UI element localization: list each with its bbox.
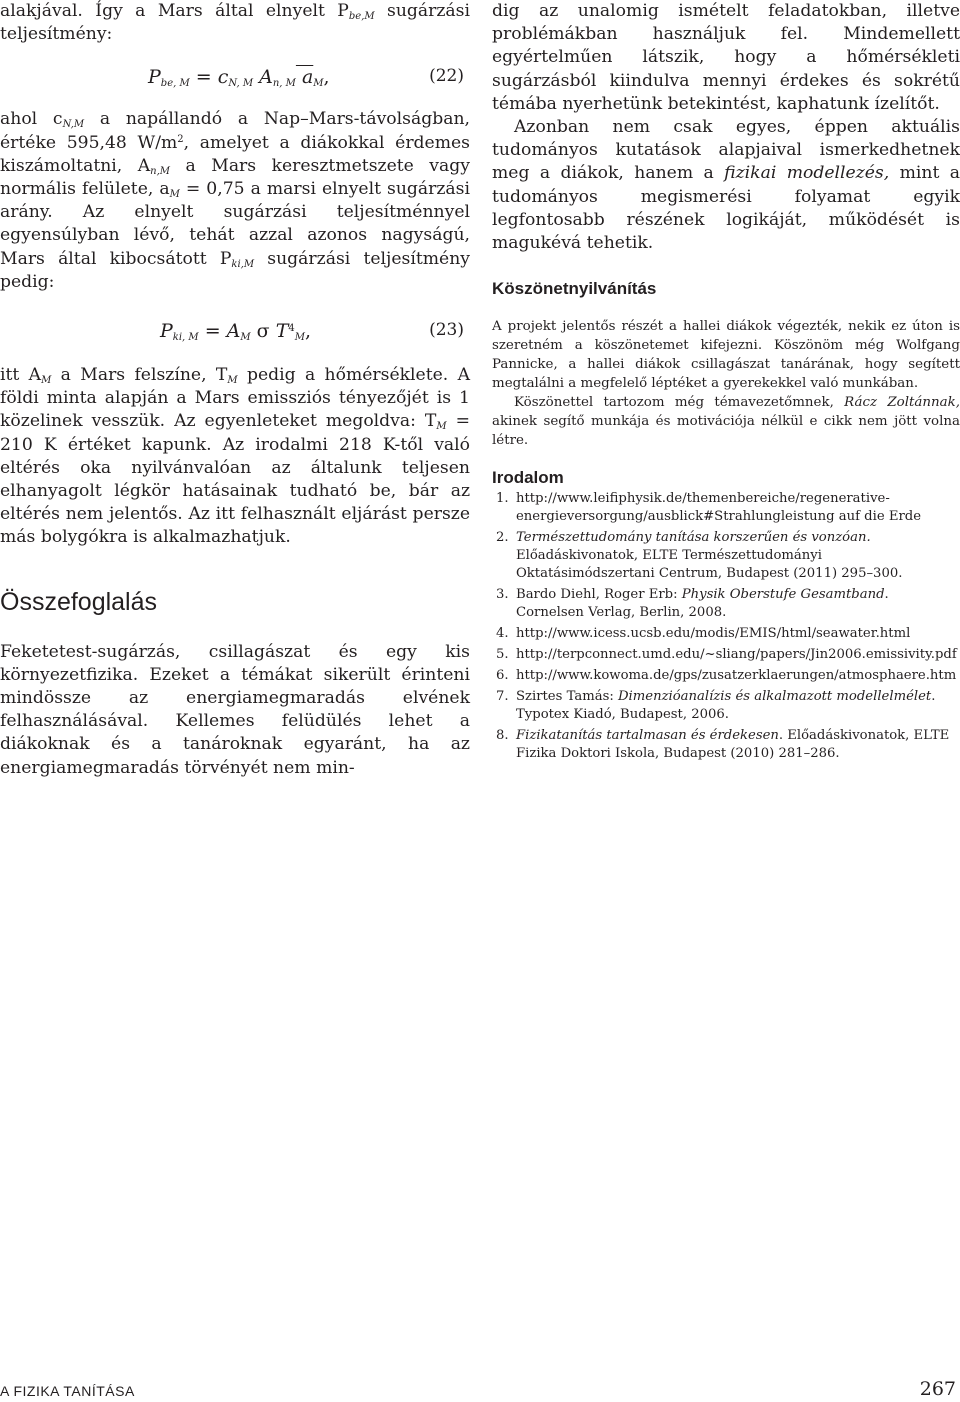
reference-item[interactable]: 6. http://www.kowoma.de/gps/zusatzerklaerungen/atmosphaere.htm xyxy=(496,668,957,684)
journal-name: A FIZIKA TANÍTÁSA xyxy=(0,1383,135,1399)
reference-number: 2. xyxy=(496,530,509,546)
reference-number: 6. xyxy=(496,668,509,684)
right-column xyxy=(492,0,960,766)
reference-item[interactable]: 5. http://terpconnect.umd.edu/~sliang/papers/Jin2006.emissivity.pdf xyxy=(496,647,957,663)
reference-number: 8. xyxy=(496,728,509,744)
reference-number: 3. xyxy=(496,587,509,603)
reference-number: 5. xyxy=(496,647,509,663)
reference-item[interactable]: 1. http://www.leifiphysik.de/themenbereiche/regenerative-energieversorgung/ausblick#Strahlungleistung auf die Erde xyxy=(496,491,922,525)
paragraph-result: itt $A_M$ a Mars felszíne, $T_M$ pedig a hőmérséklete. A földi minta alapján a Mars emissziós tényezőjét is 1 közelinek vesszük. Az egyenleteket megoldva: $T_M = 210$ K értéket kapunk. Az irodalmi 218 K-től való eltérés oka nyilvánvalóan az általunk teljesen elhanyagolt légkör hatásainak tudható be, bár az eltérés nem jelentős. Az itt felhasznált eljárást persze más bolygókra is alkalmazhatjuk. xyxy=(0,365,470,548)
equation-number: (23) xyxy=(429,320,464,341)
paragraph-intro: alakjával. Így a Mars által elnyelt $P_{be,M}$ sugárzási teljesítmény: xyxy=(0,1,470,45)
section-title-references: Irodalom xyxy=(492,468,564,488)
paragraph-modeling: Azonban nem csak egyes, éppen aktuális tudományos kutatások alapjaival ismerkedhetnek meg a diákok, hanem a fizikai modellezés, mint a tudományos megismerési folyamat egyik legfontosabb részének logikáját, működését is magukévá tehetik. xyxy=(492,117,960,254)
reference-list xyxy=(492,490,960,763)
reference-item[interactable]: 4. http://www.icess.ucsb.edu/modis/EMIS/html/seawater.html xyxy=(496,626,911,642)
paragraph-ack-1: A projekt jelentős részét a hallei diákok végezték, nekik ez úton is szeretném a köszönetemet kifejezni. Köszönöm még Wolfgang Pannicke, a hallei diákok csillagászat tanárának, hogy segített megtalálni a megfelelő léptéket a gyerekekkel való munkában. xyxy=(492,319,960,392)
equation-23: $P_{ki, M} = A_M$ σ $T^4_M$, (23) xyxy=(160,320,464,344)
paragraph-continuation: dig az unalomig ismételt feladatokban, illetve problémákban használjuk fel. Mindemellett egyértelműen látszik, hogy a hőmérsékleti sugárzásból kiindulva mennyi érdekes és sokrétű témába nyerhetünk betekintést, kaphatunk ízelítőt. xyxy=(492,1,960,114)
reference-item: 2. Természettudomány tanítása korszerűen és vonzóan. Előadáskivonatok, ELTE Természettudományi Oktatásimódszertani Centrum, Budapest (2011) 295–300. xyxy=(496,530,903,582)
equation-number: (22) xyxy=(429,66,464,87)
left-column xyxy=(0,0,470,780)
reference-number: 4. xyxy=(496,626,509,642)
reference-item: 7. Szirtes Tamás: Dimenzióanalízis és alkalmazott modellelmélet. Typotex Kiadó, Budapest, 2006. xyxy=(496,689,936,723)
page-number: 267 xyxy=(919,1378,956,1400)
section-title-acknowledgements: Köszönetnyilvánítás xyxy=(492,279,657,299)
reference-item: 8. Fizikatanítás tartalmasan és érdekesen. Előadáskivonatok, ELTE Fizika Doktori Iskola, Budapest (2010) 281–286. xyxy=(496,728,950,762)
reference-number: 1. xyxy=(496,491,509,507)
reference-number: 7. xyxy=(496,689,509,705)
equation-22: $P_{be, M} = c_{N, M}$ $A_{n, M}$ $a_M$, (22) xyxy=(148,66,464,90)
section-title-summary: Összefoglalás xyxy=(0,587,158,616)
reference-item: 3. Bardo Diehl, Roger Erb: Physik Oberstufe Gesamtband. Cornelsen Verlag, Berlin, 2008. xyxy=(496,587,889,621)
paragraph-ack-2: Köszönettel tartozom még témavezetőmnek, Rácz Zoltánnak, akinek segítő munkája és motivációja nélkül e cikk nem jött volna létre. xyxy=(492,395,960,449)
paragraph-definitions: ahol $c_{N,M}$ a napállandó a Nap–Mars-távolságban, értéke 595,48 $W/m^2$, amelyet a diákokkal érdemes kiszámoltatni, $A_{n,M}$ a Mars keresztmetszete vagy normális felülete, $a_M = 0,75$ a marsi elnyelt sugárzási arány. Az elnyelt sugárzási teljesítménnyel egyensúlyban lévő, tehát azzal azonos nagyságú, Mars által kibocsátott $P_{ki,M}$ sugárzási teljesítmény pedig: xyxy=(0,109,471,292)
paragraph-summary: Feketetest-sugárzás, csillagászat és egy kis környezetfizika. Ezeket a témákat sikerült érinteni mindössze az energiamegmaradás elvének felhasználásával. Kellemes felüdülés lehet a diákoknak és a tanároknak egyaránt, ha az energiamegmaradás törvényét nem min- xyxy=(0,641,470,778)
